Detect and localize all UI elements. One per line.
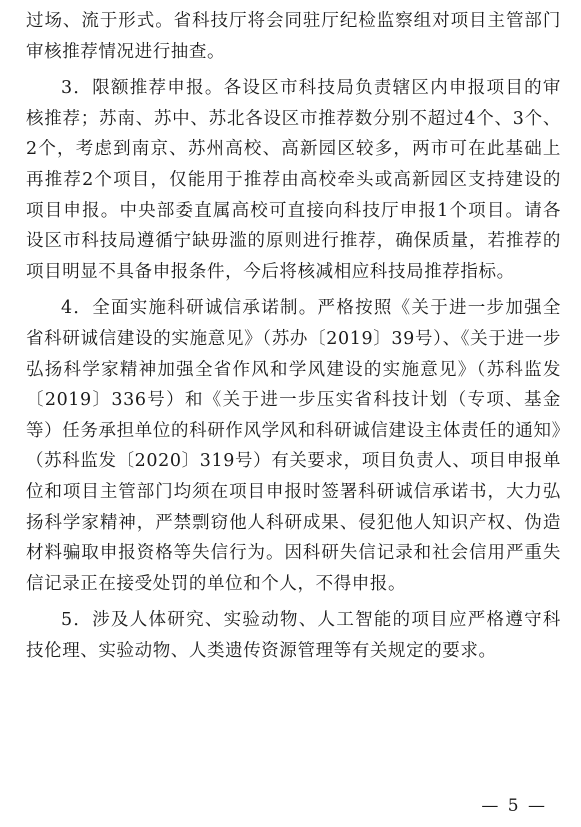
paragraph-item-4: 4．全面实施科研诚信承诺制。严格按照《关于进一步加强全省科研诚信建设的实施意见》（苏办〔2019〕39号）、《关于进一步弘扬科学家精神加强全省作风和学风建设的实施意见》（苏科监发〔2019〕336号）和《关于进一步压实省科技计划（专项、基金等）任务承担单位的科研作风学风和科研诚信建设主体责任的通知》（苏科监发〔2020〕319号）有关要求，项目负责人、项目申报单位和项目主管部门均须在项目申报时签署科研诚信承诺书，大力弘扬科学家精神，严禁剽窃他人科研成果、侵犯他人知识产权、伪造材料骗取申报资格等失信行为。因科研失信记录和社会信用严重失信记录正在接受处罚的单位和个人，不得申报。 — [26, 298, 561, 594]
paragraph-item-5: 5．涉及人体研究、实验动物、人工智能的项目应严格遵守科技伦理、实验动物、人类遗传资源管理等有关规定的要求。 — [26, 610, 561, 661]
page-number: — 5 — — [481, 796, 547, 816]
paragraph-continuation: 过场、流于形式。省科技厅将会同驻厅纪检监察组对项目主管部门审核推荐情况进行抽查。 — [26, 11, 561, 62]
paragraph-item-3: 3．限额推荐申报。各设区市科技局负责辖区内申报项目的审核推荐；苏南、苏中、苏北各设区市推荐数分别不超过4个、3个、2个，考虑到南京、苏州高校、高新园区较多，两市可在此基础上再推荐2个项目，仅能用于推荐由高校牵头或高新园区支持建设的项目申报。中央部委直属高校可直接向科技厅申报1个项目。请各设区市科技局遵循宁缺毋滥的原则进行推荐，确保质量，若推荐的项目明显不具备申报条件，今后将核减相应科技局推荐指标。 — [26, 78, 561, 282]
